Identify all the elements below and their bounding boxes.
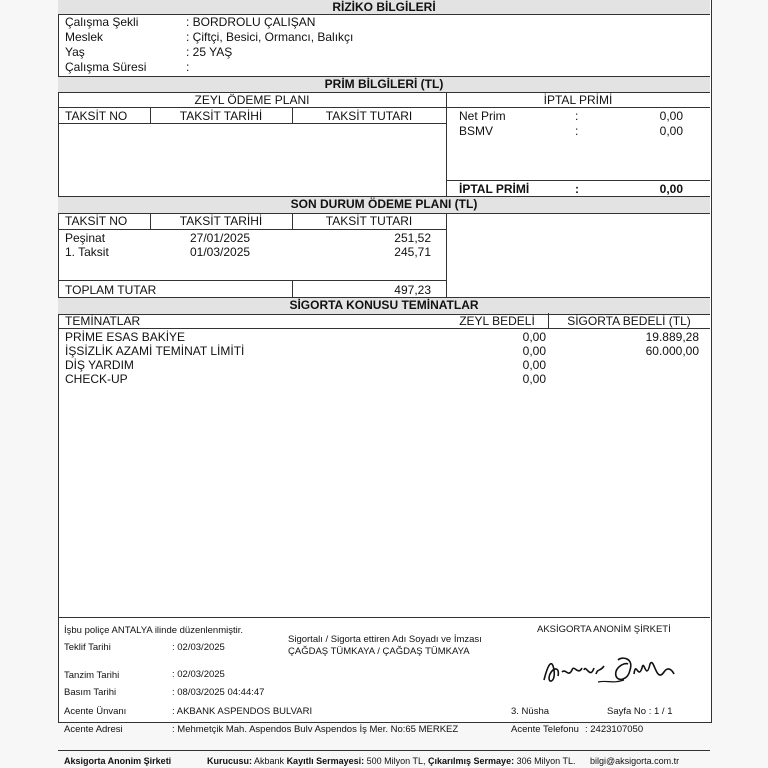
- riziko-section-title: RİZİKO BİLGİLERİ: [58, 0, 710, 15]
- teminat-row-1-sigorta: 60.000,00: [645, 344, 699, 358]
- iptal-total-value: 0,00: [659, 182, 683, 196]
- acente-adresi-label: Acente Adresi: [64, 724, 123, 735]
- riziko-label-yas: Yaş: [65, 45, 85, 59]
- teminat-row-2-zeyl: 0,00: [522, 358, 546, 372]
- footer-company-name: Aksigorta Anonim Şirketi: [64, 756, 172, 766]
- teminat-row-1-zeyl: 0,00: [522, 344, 546, 358]
- riziko-value-yas: : 25 YAŞ: [186, 45, 233, 59]
- riziko-value-calisma-sekli: : BORDROLU ÇALIŞAN: [186, 15, 316, 29]
- divider: [58, 750, 710, 751]
- riziko-label-calisma-suresi: Çalışma Süresi: [65, 60, 147, 74]
- sayfa-no-text: Sayfa No : 1 / 1: [607, 706, 673, 717]
- riziko-label-meslek: Meslek: [65, 30, 104, 44]
- iptal-total-colon: :: [575, 182, 579, 196]
- riziko-value-meslek: : Çiftçi, Besici, Ormancı, Balıkçı: [186, 30, 354, 44]
- teminat-row-0-sigorta: 19.889,28: [645, 330, 699, 344]
- teminat-col-sigorta: SİGORTA BEDELİ (TL): [567, 314, 691, 328]
- divider: [150, 107, 151, 123]
- net-prim-value: 0,00: [659, 109, 683, 123]
- teminat-row-0-name: PRİME ESAS BAKİYE: [65, 330, 186, 344]
- teminat-row-3-zeyl: 0,00: [522, 372, 546, 386]
- teminat-row-1-name: İŞSİZLİK AZAMİ TEMİNAT LİMİTİ: [65, 344, 245, 358]
- toplam-tutar-value: 497,23: [394, 283, 431, 297]
- divider: [446, 180, 710, 181]
- riziko-label-calisma-sekli: Çalışma Şekli: [65, 15, 139, 29]
- divider: [58, 123, 446, 124]
- teminat-row-2-name: DİŞ YARDIM: [65, 358, 134, 372]
- net-prim-colon: :: [575, 109, 579, 123]
- son-row-0-date: 27/01/2025: [190, 231, 251, 245]
- tanzim-tarihi-label: Tanzim Tarihi: [64, 670, 120, 681]
- son-col-taksit-no: TAKSİT NO: [65, 214, 128, 228]
- zeyl-col-taksit-tarihi: TAKSİT TARİHİ: [179, 109, 263, 123]
- basim-tarihi-label: Basım Tarihi: [64, 687, 117, 698]
- footer-capital-info: Kurucusu: Akbank Kayıtlı Sermayesi: 500 Milyon TL, Çıkarılmış Sermaye: 306 Milyon TL.: [207, 756, 576, 766]
- son-row-1-amount: 245,71: [394, 245, 431, 259]
- son-durum-section-title: SON DURUM ÖDEME PLANI (TL): [58, 196, 710, 214]
- divider: [292, 280, 293, 297]
- footer-email[interactable]: bilgi@aksigorta.com.tr: [590, 756, 680, 766]
- acente-telefonu-label: Acente Telefonu: [511, 724, 579, 735]
- acente-unvani-label: Acente Ünvanı: [64, 706, 127, 717]
- teklif-tarihi-label: Teklif Tarihi: [64, 642, 111, 653]
- zeyl-col-taksit-tutari: TAKSİT TUTARI: [325, 109, 413, 123]
- teklif-tarihi-value: : 02/03/2025: [172, 642, 225, 653]
- issued-location-text: İşbu poliçe ANTALYA ilinde düzenlenmiştir.: [64, 625, 244, 636]
- divider: [548, 313, 549, 328]
- tanzim-tarihi-value: : 02/03/2025: [172, 669, 225, 680]
- son-col-taksit-tutari: TAKSİT TUTARI: [325, 214, 413, 228]
- teminat-row-3-name: CHECK-UP: [65, 372, 128, 386]
- son-row-1-no: 1. Taksit: [65, 245, 109, 259]
- divider: [292, 213, 293, 229]
- divider: [446, 213, 447, 297]
- acente-telefonu-value: : 2423107050: [585, 724, 644, 735]
- iptal-total-label: İPTAL PRİMİ: [459, 182, 530, 196]
- riziko-value-calisma-suresi: :: [186, 60, 190, 74]
- son-row-1-date: 01/03/2025: [190, 245, 251, 259]
- son-row-0-amount: 251,52: [394, 231, 431, 245]
- prim-section-title: PRİM BİLGİLERİ (TL): [58, 76, 710, 93]
- divider: [150, 213, 151, 229]
- divider: [292, 107, 293, 123]
- basim-tarihi-value: : 08/03/2025 04:44:47: [172, 687, 265, 698]
- bsmv-label: BSMV: [459, 124, 494, 138]
- signer-name: ÇAĞDAŞ TÜMKAYA / ÇAĞDAŞ TÜMKAYA: [288, 646, 470, 657]
- company-signature: [538, 650, 678, 690]
- acente-adresi-value: : Mehmetçik Mah. Aspendos Bulv Aspendos İş Mer. No:65 MERKEZ: [172, 724, 459, 735]
- divider: [58, 229, 446, 230]
- iptal-primi-title: İPTAL PRİMİ: [543, 93, 613, 107]
- bsmv-colon: :: [575, 124, 579, 138]
- signer-label: Sigortalı / Sigorta ettiren Adı Soyadı ve İmzası: [288, 634, 482, 645]
- divider: [58, 328, 710, 329]
- teminat-section-title: SİGORTA KONUSU TEMİNATLAR: [58, 297, 710, 315]
- divider: [58, 617, 710, 618]
- son-col-taksit-tarihi: TAKSİT TARİHİ: [179, 214, 263, 228]
- divider: [58, 107, 710, 108]
- teminat-col-name: TEMİNATLAR: [65, 314, 141, 328]
- zeyl-col-taksit-no: TAKSİT NO: [65, 109, 128, 123]
- bsmv-value: 0,00: [659, 124, 683, 138]
- teminat-col-zeyl: ZEYL BEDELİ: [459, 314, 535, 328]
- toplam-tutar-label: TOPLAM TUTAR: [65, 283, 157, 297]
- teminat-row-0-zeyl: 0,00: [522, 330, 546, 344]
- son-row-0-no: Peşinat: [65, 231, 106, 245]
- net-prim-label: Net Prim: [459, 109, 506, 123]
- zeyl-odeme-plani-title: ZEYL ÖDEME PLANI: [194, 93, 310, 107]
- insurer-company-name: AKSİGORTA ANONİM ŞİRKETİ: [537, 624, 671, 635]
- divider: [58, 280, 446, 281]
- acente-unvani-value: : AKBANK ASPENDOS BULVARI: [172, 706, 313, 717]
- nusha-text: 3. Nüsha: [511, 706, 550, 717]
